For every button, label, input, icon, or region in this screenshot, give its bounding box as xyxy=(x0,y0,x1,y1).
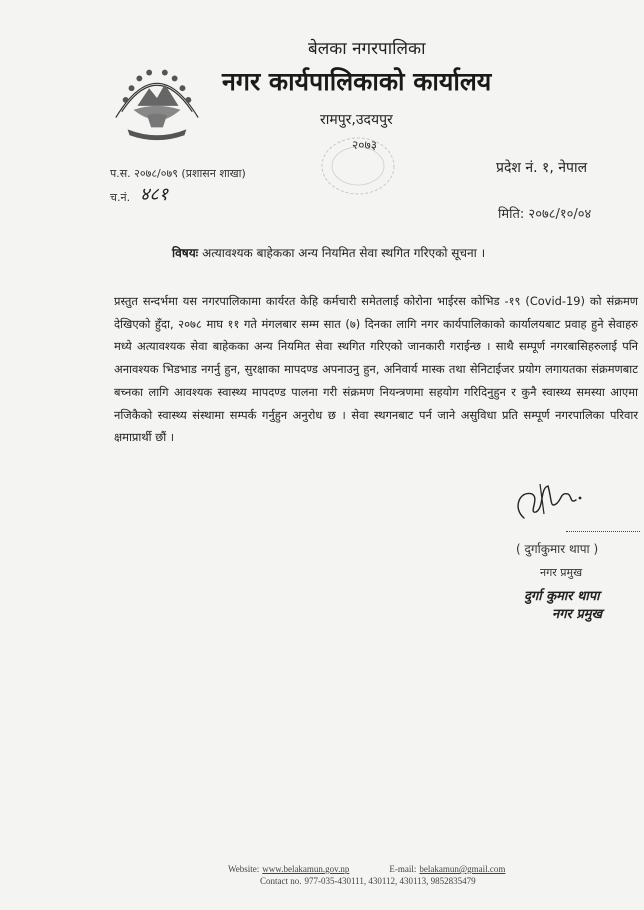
signer-title-stamp: नगर प्रमुख xyxy=(552,607,603,622)
notice-body: प्रस्तुत सन्दर्भमा यस नगरपालिकामा कार्यरत केहि कर्मचारी समेतलाई कोरोना भाईरस कोभिड -१९ (Covid-19) को संक्रमण देखिएको हुँदा, २०७८ माघ ११ गते मंगलबार सम्म सात (७) दिनका लागि नगर कार्यपालिकाको कार्यालयबाट प्रवाह हुने सेवाहरु मध्ये अत्यावश्यक सेवा बाहेकका अन्य नियमित सेवा स्थगित गरिएको जानकारी गराईन्छ । साथै सम्पूर्ण नगरबासिहरुलाई पनि अनावश्यक भिडभाड नगर्नु हुन, सुरक्षाका मापदण्ड अपनाउनु हुन, अनिवार्य मास्क तथा सेनिटाईजर प्रयोग लगायतका संक्रमणबाट बच्नका लागि आवश्यक स्वास्थ्य मापदण्ड पालना गरी संक्रमण नियन्त्रणमा सहयोग गरिदिनुहुन र कुनै स्वास्थ्य समस्या आएमा नजिकैको स्वास्थ्य संस्थामा सम्पर्क गर्नुहुन अनुरोध छ । सेवा स्थगनबाट पर्न जाने असुविधा प्रति सम्पूर्ण नगरपालिका परिवार क्षमाप्रार्थी छौं । xyxy=(114,294,638,445)
office-address: रामपुर,उदयपुर xyxy=(320,112,393,128)
dispatch-label: च.नं. xyxy=(110,191,131,204)
faded-stamp-icon xyxy=(318,134,398,198)
subject-text: अत्यावश्यक बाहेकका अन्य नियमित सेवा स्थगित गरिएको सूचना । xyxy=(202,246,486,260)
email-link[interactable]: belakamun@gmail.com xyxy=(419,864,506,874)
subject-label: विषयः xyxy=(172,246,199,260)
province-line: प्रदेश नं. १, नेपाल xyxy=(496,160,588,176)
signer-title: नगर प्रमुख xyxy=(540,566,583,579)
website-label: Website: xyxy=(228,864,260,874)
footer-contact xyxy=(260,876,476,886)
letter-date: मिति: २०७८/१०/०४ xyxy=(498,207,592,222)
email-label: E-mail: xyxy=(389,864,417,874)
website-link[interactable]: www.belakamun.gov.np xyxy=(262,864,350,874)
office-title: नगर कार्यपालिकाको कार्यालय xyxy=(222,67,492,96)
established-year: २०७३ xyxy=(352,138,377,152)
reference-number: प.स. २०७८/०७९ (प्रशासन शाखा) xyxy=(110,167,246,180)
subject-line xyxy=(172,244,485,261)
signer-name-stamp: दुर्गा कुमार थापा xyxy=(524,589,600,604)
government-emblem-icon xyxy=(108,48,206,148)
municipality-name: बेलका नगरपालिका xyxy=(308,39,426,59)
contact-numbers: 977-035-430111, 430112, 430113, 9852835479 xyxy=(304,876,476,886)
contact-label: Contact no. xyxy=(260,876,302,886)
signature-line xyxy=(566,531,640,532)
footer-web-email xyxy=(228,864,505,874)
signer-name: ( दुर्गाकुमार थापा ) xyxy=(516,542,599,556)
handwritten-signature-icon xyxy=(510,478,586,528)
dispatch-number-handwritten: ४८१ xyxy=(140,184,169,205)
